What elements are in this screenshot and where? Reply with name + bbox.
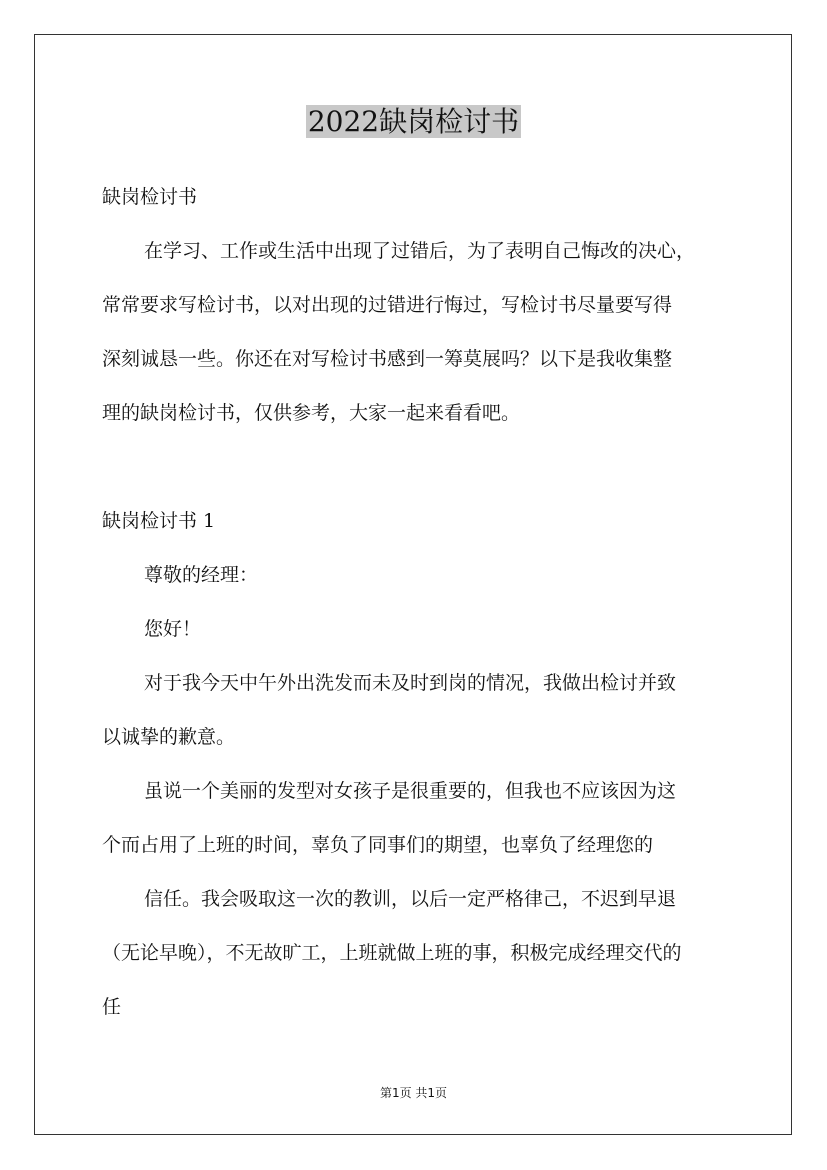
- text-line: 以诚挚的歉意。: [102, 726, 236, 748]
- text-line: 常常要求写检讨书，以对出现的过错进行悔过，写检讨书尽量要写得: [102, 294, 673, 316]
- page-footer: [0, 1084, 827, 1102]
- blank-line: [102, 440, 742, 494]
- text-line: 缺岗检讨书 1: [102, 510, 216, 532]
- text-line: 深刻诚恳一些。你还在对写检讨书感到一筹莫展吗？以下是我收集整: [102, 348, 673, 370]
- document-title-text: 2022缺岗检讨书: [307, 105, 520, 138]
- document-title: [0, 100, 827, 144]
- text-line: 虽说一个美丽的发型对女孩子是很重要的，但我也不应该因为这: [144, 780, 677, 802]
- text-line: （无论早晚），不无故旷工，上班就做上班的事，积极完成经理交代的: [102, 942, 682, 964]
- text-line: 信任。我会吸取这一次的教训，以后一定严格律己，不迟到早退: [144, 888, 677, 910]
- text-line: 个而占用了上班的时间，辜负了同事们的期望，也辜负了经理您的: [102, 834, 654, 856]
- document-body: [102, 170, 742, 1034]
- text-line: 您好！: [144, 618, 202, 640]
- page-number: 第1页 共1页: [379, 1086, 448, 1100]
- text-line: 缺岗检讨书: [102, 186, 198, 208]
- text-line: 对于我今天中午外出洗发而未及时到岗的情况，我做出检讨并致: [144, 672, 677, 694]
- text-line: 尊敬的经理：: [144, 564, 259, 586]
- text-line: 任: [102, 996, 122, 1018]
- text-line: 理的缺岗检讨书，仅供参考，大家一起来看看吧。: [102, 402, 521, 424]
- text-line: 在学习、工作或生活中出现了过错后，为了表明自己悔改的决心，: [144, 240, 696, 262]
